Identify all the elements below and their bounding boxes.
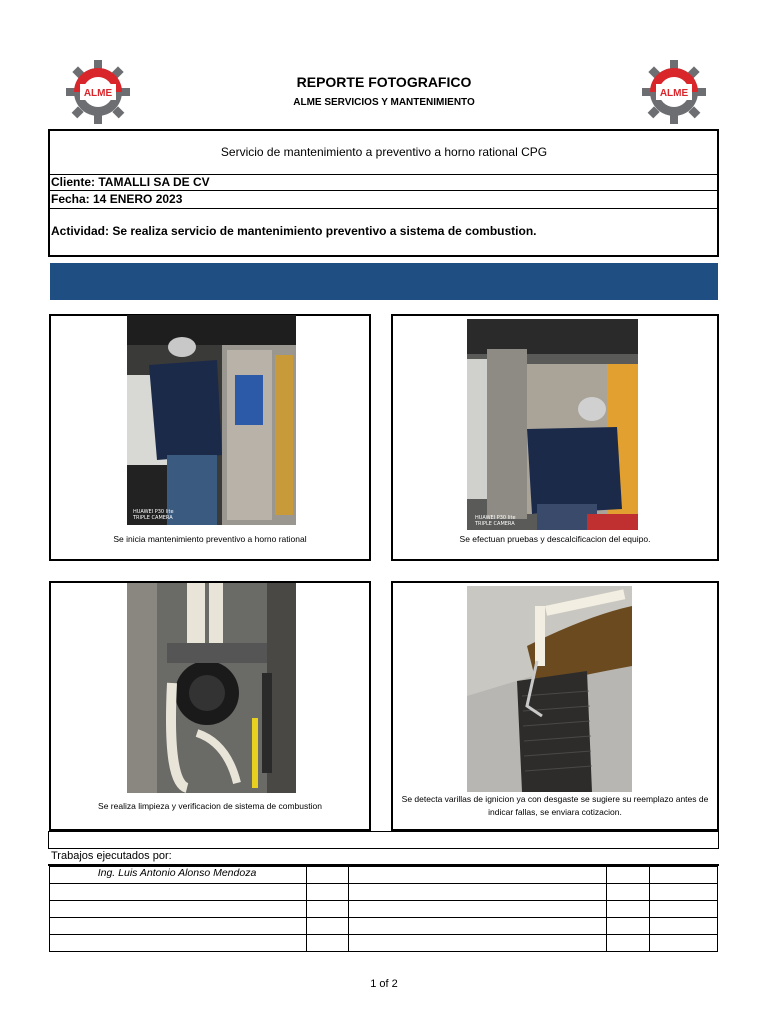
spacer-row <box>48 831 719 849</box>
photo-caption-1: Se inicia mantenimiento preventivo a horno rational <box>113 534 307 544</box>
section-bar <box>50 263 718 300</box>
photo-oven-technician-1 <box>127 315 296 525</box>
camera-watermark-2: HUAWEI P30 lite TRIPLE CAMERA <box>475 515 516 527</box>
photo-oven-technician-2 <box>467 319 638 530</box>
report-title: REPORTE FOTOGRAFICO <box>296 74 472 90</box>
date-field: Fecha: 14 ENERO 2023 <box>51 192 183 206</box>
camera-watermark-1: HUAWEI P30 lite TRIPLE CAMERA <box>133 509 174 521</box>
photo-caption-2: Se efectuan pruebas y descalcificacion del equipo. <box>459 534 651 544</box>
activity-field: Actividad: Se realiza servicio de mantenimiento preventivo a sistema de combustion. <box>51 224 537 238</box>
report-subtitle: ALME SERVICIOS Y MANTENIMIENTO <box>293 97 475 108</box>
technician-name: Ing. Luis Antonio Alonso Mendoza <box>97 867 257 879</box>
photo-ignition-rods <box>467 586 632 792</box>
photo-caption-3: Se realiza limpieza y verificacion de sistema de combustion <box>98 801 322 811</box>
client-field: Cliente: TAMALLI SA DE CV <box>51 175 210 189</box>
page-number: 1 of 2 <box>370 978 398 990</box>
works-label: Trabajos ejecutados por: <box>51 850 172 862</box>
logo-text: ALME <box>83 88 113 99</box>
photo-combustion-system <box>127 583 296 793</box>
photo-caption-4: Se detecta varillas de ignicion ya con desgaste se sugiere su reemplazo antes de indicar fallas, se enviara cotizacion. <box>401 794 709 817</box>
logo-text: ALME <box>659 88 689 99</box>
service-title: Servicio de mantenimiento a preventivo a horno rational CPG <box>220 145 548 159</box>
alme-logo-left <box>66 60 130 124</box>
alme-logo-right <box>642 60 706 124</box>
